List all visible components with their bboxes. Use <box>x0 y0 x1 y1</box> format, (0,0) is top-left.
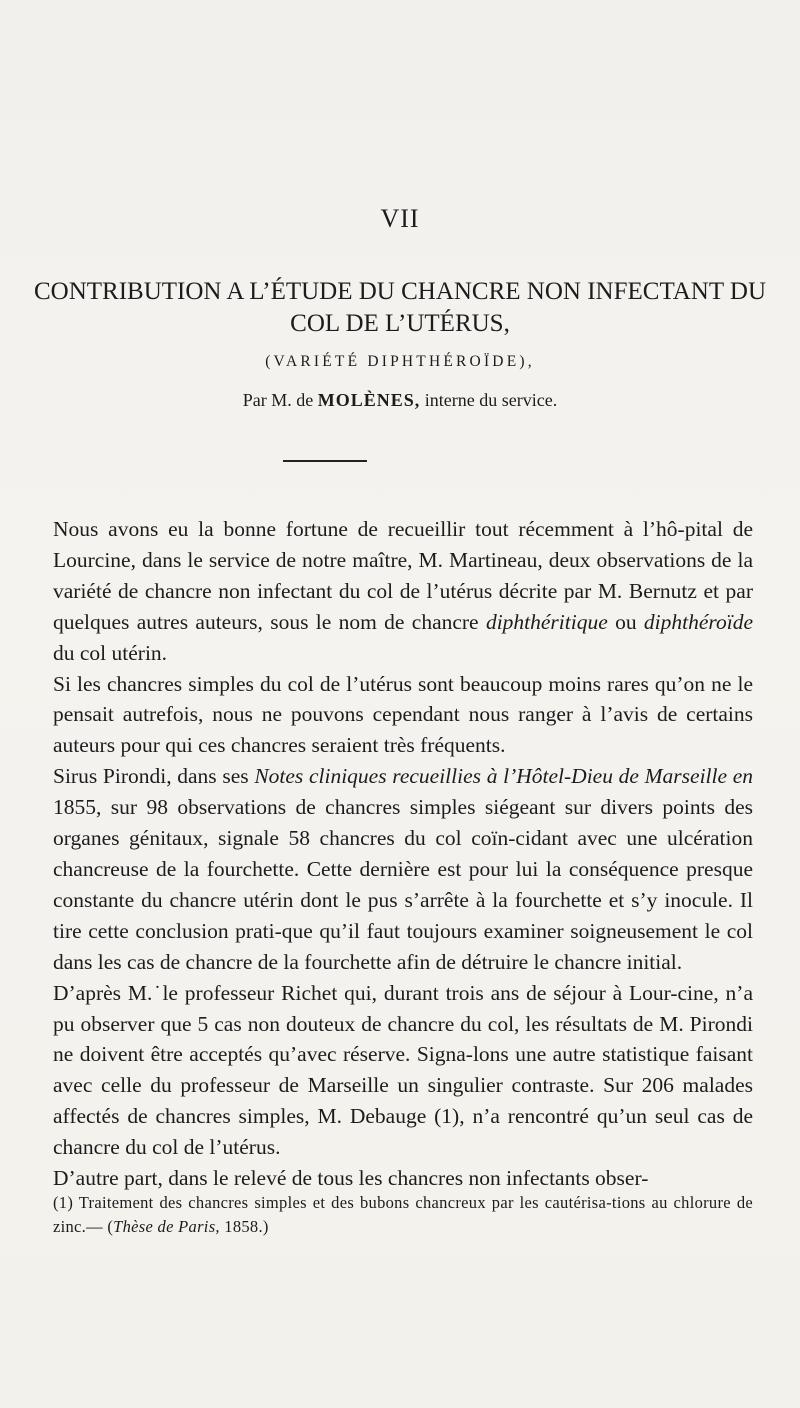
paragraph <box>53 761 753 977</box>
title-line-1: CONTRIBUTION A L’ÉTUDE DU CHANCRE NON INFECTANT DU <box>33 278 767 305</box>
section-divider <box>283 460 367 462</box>
paragraph-text-run: Si les chancres simples du col de l’utérus sont beaucoup moins rares qu’on ne le pensait autrefois, nous ne pouvons cependant nous ranger à l’avis de certains auteurs pour qui ces chancres seraient très fréquents. <box>53 671 753 758</box>
article-title <box>20 276 780 340</box>
paragraph-text-run: du col utérin. <box>53 640 168 665</box>
paragraph <box>53 669 753 762</box>
byline-prefix: Par M. de <box>242 390 314 410</box>
byline <box>0 390 800 411</box>
paragraph-italic-run: Notes cliniques recueillies à l’Hôtel-Dieu de Marseille en <box>254 764 753 789</box>
footnote <box>53 1191 753 1239</box>
footnote-italic-run: Thèse de Paris, <box>113 1217 220 1236</box>
body-text <box>53 514 753 1194</box>
article-subtitle: (VARIÉTÉ DIPHTHÉROÏDE), <box>265 353 535 370</box>
paragraph-italic-run: diphthéritique <box>485 609 608 634</box>
paragraph-text-run: Nous avons eu la bonne fortune de recueillir tout récemment à l’hô-pital de Lourcine, dans le service de notre maître, M. Martineau, deux observations de la variété de chancre non infectant du col de l’utérus décrite par M. Bernutz et par quelques autres auteurs, sous le nom de chancre <box>53 517 753 634</box>
chapter-number: VII <box>380 204 420 233</box>
paragraph-text-run: D’autre part, dans le relevé de tous les chancres non infectants obser- <box>53 1166 649 1191</box>
paragraph <box>53 1163 753 1194</box>
paragraph-text-run: 1855, sur 98 observations de chancres simples siégeant sur divers points des organes génitaux, signale 58 chancres du col coïn-cidant avec une ulcération chancreuse de la fourchette. Cette dernière est pour lui la conséquence presque constante du chancre utérin dont le pus s’arrête à la fourchette et s’y inocule. Il tire cette conclusion prati-que qu’il faut toujours examiner soigneusement le col dans les cas de chancre de la fourchette afin de détruire le chancre initial. <box>53 795 753 974</box>
paragraph-text-run: Sirus Pirondi, dans ses <box>53 764 255 789</box>
title-line-2: COL DE L’UTÉRUS, <box>290 310 510 337</box>
paragraph <box>53 514 753 669</box>
footnote-text-run: 1858.) <box>219 1217 269 1236</box>
footnote-text-run: (1) Traitement des chancres simples et des bubons chancreux par les cautérisa-tions au chlorure de zinc.— ( <box>53 1193 753 1236</box>
byline-author: MOLÈNES, <box>317 390 421 410</box>
paragraph-italic-run: diphthéroïde <box>643 609 753 634</box>
paragraph-text-run: D’après M.˙le professeur Richet qui, durant trois ans de séjour à Lour-cine, n’a pu observer que 5 cas non douteux de chancre du col, les résultats de M. Pirondi ne doivent être acceptés qu’avec réserve. Signa-lons une autre statistique faisant avec celle du professeur de Marseille un singulier contraste. Sur 206 malades affectés de chancres simples, M. Debauge (1), n’a rencontré qu’un seul cas de chancre du col de l’utérus. <box>53 980 753 1160</box>
paragraph <box>53 978 753 1163</box>
paragraph-text-run: ou <box>607 609 644 634</box>
byline-suffix: interne du service. <box>424 390 558 410</box>
